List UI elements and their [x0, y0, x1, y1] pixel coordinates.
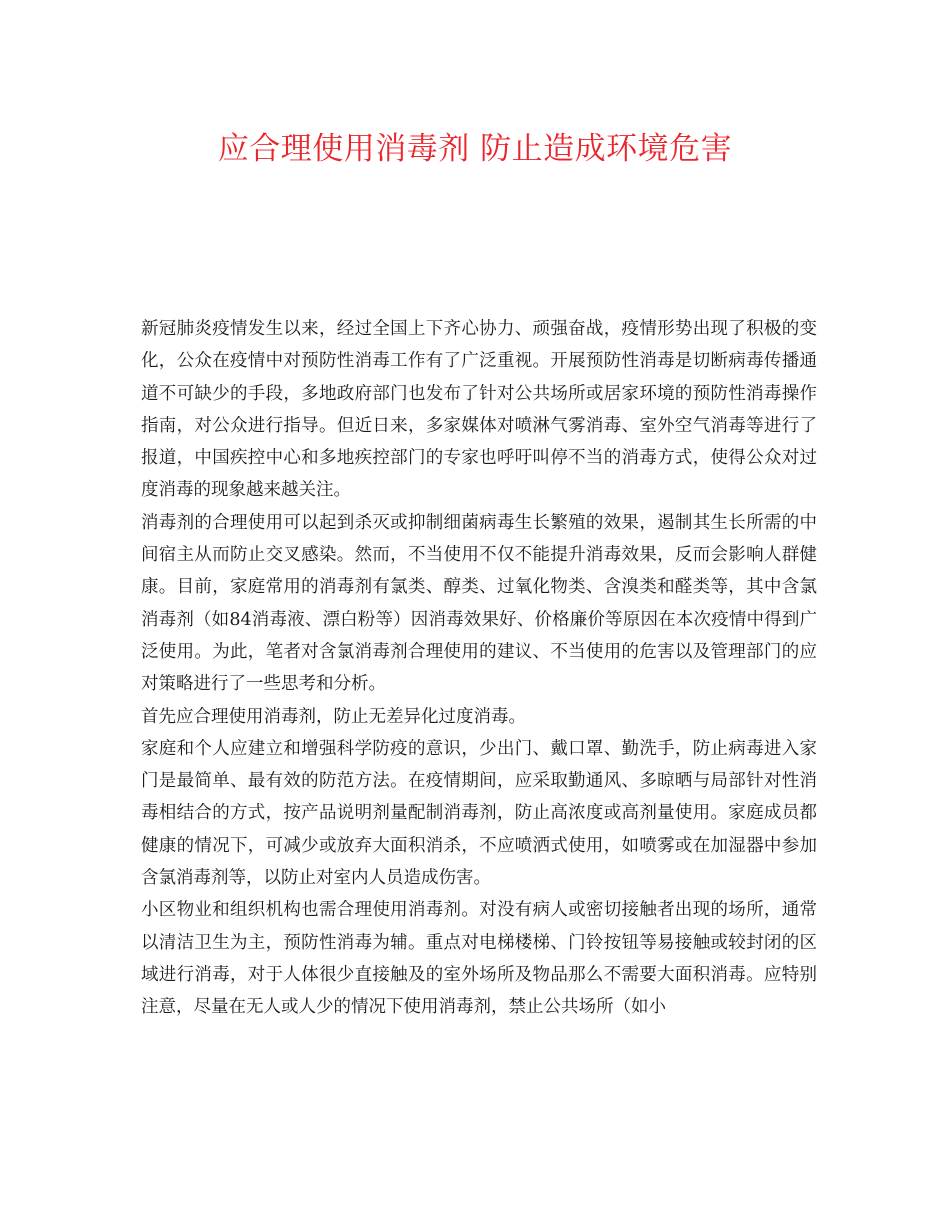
- paragraph-5: 小区物业和组织机构也需合理使用消毒剂。对没有病人或密切接触者出现的场所，通常以清洁卫生为主，预防性消毒为辅。重点对电梯楼梯、门铃按钮等易接触或较封闭的区域进行消毒，对于人体很少直接触及的室外场所及物品那么不需要大面积消毒。应特别注意，尽量在无人或人少的情况下使用消毒剂，禁止公共场所（如小: [141, 900, 817, 1018]
- paragraph-2: 消毒剂的合理使用可以起到杀灭或抑制细菌病毒生长繁殖的效果，遏制其生长所需的中间宿主从而防止交叉感染。然而，不当使用不仅不能提升消毒效果，反而会影响人群健康。目前，家庭常用的消毒剂有氯类、醇类、过氧化物类、含溴类和醛类等，其中含氯消毒剂（如84消毒液、漂白粉等）因消毒效果好、价格廉价等原因在本次疫情中得到广泛使用。为此，笔者对含氯消毒剂合理使用的建议、不当使用的危害以及管理部门的应对策略进行了一些思考和分析。: [141, 512, 817, 695]
- document-title: 应合理使用消毒剂 防止造成环境危害: [217, 131, 733, 167]
- paragraph-3: 首先应合理使用消毒剂，防止无差异化过度消毒。: [141, 706, 526, 727]
- paragraph-1: 新冠肺炎疫情发生以来，经过全国上下齐心协力、顽强奋战，疫情形势出现了积极的变化，公众在疫情中对预防性消毒工作有了广泛重视。开展预防性消毒是切断病毒传播通道不可缺少的手段，多地政府部门也发布了针对公共场所或居家环境的预防性消毒操作指南，对公众进行指导。但近日来，多家媒体对喷淋气雾消毒、室外空气消毒等进行了报道，中国疾控中心和多地疾控部门的专家也呼吁叫停不当的消毒方式，使得公众对过度消毒的现象越来越关注。: [141, 319, 817, 501]
- paragraph-4: 家庭和个人应建立和增强科学防疫的意识，少出门、戴口罩、勤洗手，防止病毒进入家门是最简单、最有效的防范方法。在疫情期间，应采取勤通风、多晾晒与局部针对性消毒相结合的方式，按产品说明剂量配制消毒剂，防止高浓度或高剂量使用。家庭成员都健康的情况下，可减少或放弃大面积消杀，不应喷洒式使用，如喷雾或在加湿器中参加含氯消毒剂等，以防止对室内人员造成伤害。: [141, 738, 817, 889]
- document-body: [141, 313, 817, 1024]
